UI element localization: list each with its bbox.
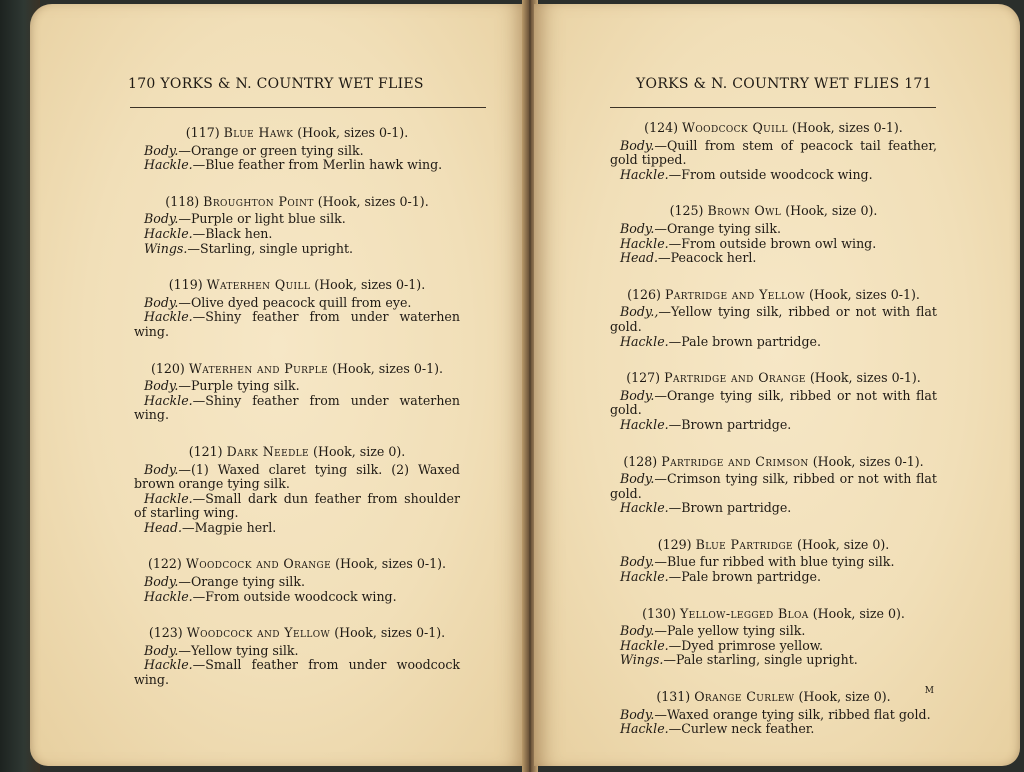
fly-number: (130) xyxy=(642,605,676,621)
left-header-rule xyxy=(130,107,486,108)
dressing-line xyxy=(134,310,460,339)
fly-name: Broughton Point xyxy=(203,193,314,209)
fly-number: (118) xyxy=(165,193,200,209)
left-page-header: 170 YORKS & N. COUNTRY WET FLIES xyxy=(128,76,424,92)
dressing-label: Hackle. xyxy=(144,392,193,408)
hook-size: (Hook, size 0). xyxy=(798,689,891,705)
dressing-line xyxy=(134,242,460,257)
dressing-line xyxy=(610,251,937,266)
hook-size: (Hook, sizes 0-1). xyxy=(332,360,444,376)
fly-name: Orange Curlew xyxy=(694,689,795,705)
dressing-line xyxy=(610,653,937,668)
fly-number: (128) xyxy=(623,453,658,469)
dressing-text: —Black hen. xyxy=(192,225,273,241)
dressing-line xyxy=(134,144,460,159)
fly-number: (127) xyxy=(626,370,661,386)
dressing-line xyxy=(610,708,937,723)
fly-entry xyxy=(134,126,460,173)
dressing-line xyxy=(610,639,937,654)
dressing-line xyxy=(134,644,460,659)
dressing-label: Hackle. xyxy=(620,333,669,349)
signature-mark: M xyxy=(924,686,934,696)
fly-entry-title xyxy=(610,121,937,136)
dressing-line xyxy=(610,570,937,585)
fly-entry-title xyxy=(134,362,460,377)
dressing-text: —Brown partridge. xyxy=(668,500,792,516)
fly-name: Blue Hawk xyxy=(223,125,294,140)
dressing-text: —Brown partridge. xyxy=(668,416,792,432)
right-header-rule xyxy=(610,107,936,108)
hook-size: (Hook, sizes 0-1). xyxy=(812,453,924,469)
fly-name: Brown Owl xyxy=(707,203,782,219)
fly-entry xyxy=(610,607,937,668)
fly-entry-title xyxy=(610,288,937,303)
dressing-text: —Small feather from under woodcock wing. xyxy=(134,657,460,688)
dressing-line xyxy=(610,305,937,334)
dressing-text: —From outside woodcock wing. xyxy=(668,166,873,182)
dressing-label: Hackle. xyxy=(620,569,669,585)
dressing-line xyxy=(134,463,460,492)
fly-entry xyxy=(134,557,460,604)
fly-entry xyxy=(610,371,937,432)
dressing-line xyxy=(134,492,460,521)
dressing-text: —Curlew neck feather. xyxy=(668,721,815,737)
fly-name: Dark Needle xyxy=(226,443,310,459)
hook-size: (Hook, sizes 0-1). xyxy=(809,370,921,386)
dressing-line xyxy=(610,237,937,252)
fly-name: Partridge and Crimson xyxy=(661,453,809,469)
dressing-label: Body. xyxy=(620,471,655,487)
fly-number: (131) xyxy=(656,689,691,705)
fly-entry-title xyxy=(610,607,937,622)
dressing-label: Hackle. xyxy=(620,721,669,737)
fly-entry xyxy=(134,445,460,536)
fly-entry xyxy=(134,626,460,687)
dressing-label: Hackle. xyxy=(144,157,193,173)
dressing-line xyxy=(134,379,460,394)
dressing-line xyxy=(610,418,937,433)
dressing-text: —(1) Waxed claret tying silk. (2) Waxed brown orange tying silk. xyxy=(134,461,460,492)
dressing-label: Body. xyxy=(620,220,655,236)
left-entry-list xyxy=(134,126,460,710)
dressing-label: Body. xyxy=(620,706,655,722)
hook-size: (Hook, sizes 0-1). xyxy=(335,556,447,572)
dressing-line xyxy=(610,624,937,639)
dressing-label: Head. xyxy=(144,519,183,535)
dressing-label: Hackle. xyxy=(144,490,193,506)
dressing-label: Body., xyxy=(620,304,659,320)
dressing-line xyxy=(134,521,460,536)
fly-entry xyxy=(134,362,460,423)
dressing-label: Hackle. xyxy=(620,637,669,653)
dressing-text: —Orange tying silk, ribbed or not with flat gold. xyxy=(610,387,937,418)
fly-number: (120) xyxy=(150,360,185,376)
fly-number: (121) xyxy=(188,443,223,459)
dressing-text: —Blue feather from Merlin hawk wing. xyxy=(192,157,443,173)
fly-entry-title xyxy=(610,204,937,219)
dressing-text: —From outside woodcock wing. xyxy=(192,588,397,604)
fly-name: Partridge and Orange xyxy=(664,370,806,386)
dressing-line xyxy=(610,222,937,237)
fly-name: Waterhen and Purple xyxy=(188,360,329,376)
fly-number: (124) xyxy=(644,120,679,135)
dressing-text: —Pale yellow tying silk. xyxy=(654,623,806,639)
dressing-line xyxy=(610,722,937,737)
hook-size: (Hook, size 0). xyxy=(797,536,890,552)
dressing-label: Wings. xyxy=(144,240,188,256)
fly-entry xyxy=(610,121,937,182)
hook-size: (Hook, size 0). xyxy=(812,605,905,621)
dressing-label: Body. xyxy=(620,623,655,639)
dressing-text: —Pale starling, single upright. xyxy=(663,652,858,668)
dressing-text: —Quill from stem of peacock tail feather, gold tipped. xyxy=(610,137,937,168)
fly-name: Woodcock and Yellow xyxy=(186,625,331,641)
dressing-line xyxy=(134,158,460,173)
dressing-label: Wings. xyxy=(620,652,664,668)
dressing-line xyxy=(610,472,937,501)
right-entry-list xyxy=(610,121,937,759)
dressing-label: Body. xyxy=(144,574,179,590)
dressing-text: —Blue fur ribbed with blue tying silk. xyxy=(654,554,895,570)
fly-name: Woodcock and Orange xyxy=(185,556,332,572)
fly-number: (122) xyxy=(147,556,182,572)
fly-name: Yellow-legged Bloa xyxy=(679,605,809,621)
dressing-label: Body. xyxy=(144,211,179,227)
hook-size: (Hook, sizes 0-1). xyxy=(791,120,903,135)
dressing-line xyxy=(610,501,937,516)
dressing-text: —Orange or green tying silk. xyxy=(178,142,364,158)
fly-entry xyxy=(610,690,937,737)
fly-number: (129) xyxy=(657,536,692,552)
hook-size: (Hook, sizes 0-1). xyxy=(334,625,446,641)
dressing-label: Hackle. xyxy=(144,588,193,604)
right-page-header: YORKS & N. COUNTRY WET FLIES 171 xyxy=(636,76,932,92)
fly-entry xyxy=(610,538,937,585)
dressing-line xyxy=(134,212,460,227)
dressing-line xyxy=(610,555,937,570)
fly-name: Partridge and Yellow xyxy=(664,286,805,302)
dressing-label: Head. xyxy=(620,250,659,266)
dressing-text: —Purple tying silk. xyxy=(178,378,300,394)
fly-name: Blue Partridge xyxy=(695,536,794,552)
dressing-text: —Orange tying silk. xyxy=(654,220,781,236)
dressing-text: —Starling, single upright. xyxy=(187,240,354,256)
fly-entry xyxy=(134,195,460,256)
dressing-label: Body. xyxy=(144,378,179,394)
fly-number: (125) xyxy=(669,203,704,219)
fly-number: (123) xyxy=(148,625,183,641)
dressing-text: —Crimson tying silk, ribbed or not with flat gold. xyxy=(610,471,937,501)
dressing-label: Body. xyxy=(620,387,655,403)
dressing-line xyxy=(134,394,460,423)
dressing-text: —Yellow tying silk. xyxy=(178,642,299,658)
dressing-label: Body. xyxy=(620,137,655,153)
dressing-label: Hackle. xyxy=(620,166,669,182)
dressing-line xyxy=(610,389,937,418)
fly-number: (117) xyxy=(185,125,220,140)
dressing-line xyxy=(610,335,937,350)
fly-entry-title xyxy=(610,690,937,705)
dressing-text: —Shiny feather from under waterhen wing. xyxy=(134,309,460,339)
dressing-text: —Dyed primrose yellow. xyxy=(668,637,824,653)
fly-name: Waterhen Quill xyxy=(206,277,311,293)
dressing-label: Body. xyxy=(144,142,179,158)
dressing-text: —Orange tying silk. xyxy=(178,574,305,590)
fly-number: (126) xyxy=(627,286,661,302)
dressing-label: Body. xyxy=(144,294,179,310)
fly-number: (119) xyxy=(168,277,203,293)
fly-entry xyxy=(134,278,460,339)
fly-entry-title xyxy=(134,445,460,460)
dressing-label: Hackle. xyxy=(620,500,669,516)
dressing-text: —Waxed orange tying silk, ribbed flat gold. xyxy=(654,706,931,722)
fly-entry-title xyxy=(610,455,937,470)
fly-entry-title xyxy=(134,557,460,572)
hook-size: (Hook, sizes 0-1). xyxy=(297,125,409,140)
dressing-line xyxy=(610,168,937,183)
dressing-text: —Magpie herl. xyxy=(182,519,277,535)
fly-entry-title xyxy=(610,371,937,386)
dressing-text: —Peacock herl. xyxy=(658,250,757,266)
fly-name: Woodcock Quill xyxy=(682,120,788,135)
dressing-line xyxy=(610,139,937,168)
dressing-label: Body. xyxy=(620,554,655,570)
hook-size: (Hook, sizes 0-1). xyxy=(317,193,429,209)
dressing-text: —Small dark dun feather from shoulder of starling wing. xyxy=(134,490,460,521)
fly-entry xyxy=(610,455,937,516)
dressing-line xyxy=(134,575,460,590)
dressing-line xyxy=(134,227,460,242)
hook-size: (Hook, sizes 0-1). xyxy=(808,286,920,302)
fly-entry-title xyxy=(610,538,937,553)
hook-size: (Hook, sizes 0-1). xyxy=(314,277,426,293)
fly-entry xyxy=(610,288,937,349)
dressing-text: —Pale brown partridge. xyxy=(668,333,822,349)
dressing-label: Hackle. xyxy=(144,309,193,325)
dressing-label: Body. xyxy=(144,642,179,658)
dressing-label: Hackle. xyxy=(620,235,669,251)
dressing-label: Hackle. xyxy=(144,225,193,241)
fly-entry xyxy=(610,204,937,265)
dressing-text: —Yellow tying silk, ribbed or not with flat gold. xyxy=(610,304,937,334)
fly-entry-title xyxy=(134,195,460,210)
dressing-text: —From outside brown owl wing. xyxy=(668,235,877,251)
dressing-line xyxy=(134,296,460,311)
hook-size: (Hook, size 0). xyxy=(785,203,878,219)
dressing-line xyxy=(134,658,460,687)
fly-entry-title xyxy=(134,126,460,141)
dressing-label: Hackle. xyxy=(620,416,669,432)
dressing-label: Body. xyxy=(144,461,179,477)
dressing-line xyxy=(134,590,460,605)
fly-entry-title xyxy=(134,278,460,293)
hook-size: (Hook, size 0). xyxy=(313,443,406,459)
dressing-label: Hackle. xyxy=(144,657,193,673)
fly-entry-title xyxy=(134,626,460,641)
left-page xyxy=(30,4,526,766)
dressing-text: —Purple or light blue silk. xyxy=(178,211,346,227)
dressing-text: —Shiny feather from under waterhen wing. xyxy=(134,392,460,423)
right-page xyxy=(534,4,1020,766)
dressing-text: —Pale brown partridge. xyxy=(668,569,822,585)
dressing-text: —Olive dyed peacock quill from eye. xyxy=(178,294,412,310)
